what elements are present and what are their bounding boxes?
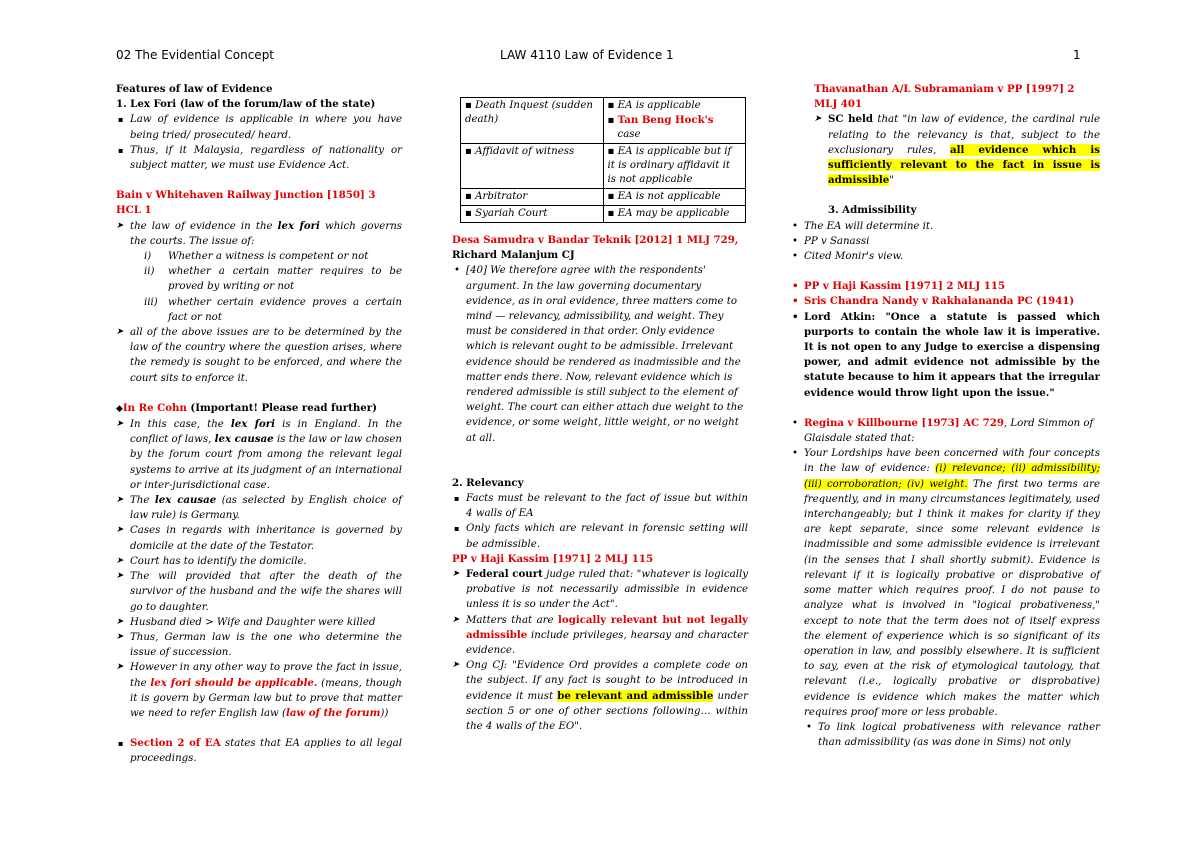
killbourne-list	[790, 416, 1100, 750]
list-item: ➤ Matters that are logically relevant but not legally admissible include privileges, hearsay and character evidence.	[452, 613, 748, 659]
table-cell: ▪ Affidavit of witness	[461, 144, 604, 189]
case-title-cohn: ◆In Re Cohn (Important! Please read further)	[116, 401, 377, 414]
list-item: ➤ the law of evidence in the lex fori which governs the courts. The issue of: i) Whether a witness is competent or not ii) whether a certain matter requires to be proved by writing or not iii) whether certain evidence proves a certain fact or not	[116, 219, 402, 325]
section-heading-admissibility: 3. Admissibility	[828, 204, 917, 217]
list-item: • The EA will determine it.	[790, 219, 1100, 234]
header-left: 02 The Evidential Concept	[116, 48, 275, 62]
column-3	[790, 82, 1100, 750]
table-cell: ▪ EA is not applicable	[603, 189, 746, 206]
list-item: ➤ The lex causae (as selected by English choice of law rule) is Germany.	[116, 493, 402, 523]
list-item: • Cited Monir's view.	[790, 249, 1100, 264]
page-number: 1	[1073, 48, 1081, 62]
list-item: • Regina v Killbourne [1973] AC 729, Lord Simmon of Glaisdale stated that:	[790, 416, 1100, 446]
cohn-points	[116, 417, 402, 721]
applicability-table	[460, 97, 746, 223]
list-item: i) Whether a witness is competent or not	[144, 251, 369, 263]
list-item: ➤ Cases in regards with inheritance is governed by domicile at the date of the Testator.	[116, 523, 402, 553]
case-title-bain: Bain v Whitehaven Railway Junction [1850] 3 HCL 1	[116, 189, 376, 217]
case-title-kassim: PP v Haji Kassim [1971] 2 MLJ 115	[452, 552, 654, 565]
kassim-points	[452, 567, 748, 734]
admissibility-list	[790, 219, 1100, 265]
table-row	[461, 189, 746, 206]
list-item: ▪ Thus, if it Malaysia, regardless of nationality or subject matter, we must use Evidence Act.	[116, 143, 402, 173]
list-item: ➤ Court has to identify the domicile.	[116, 554, 402, 569]
section2-list	[116, 736, 402, 766]
list-item: • PP v Sanassi	[790, 234, 1100, 249]
table-cell: ▪ EA may be applicable	[603, 206, 746, 223]
table-row	[461, 206, 746, 223]
list-item: ➤ Husband died > Wife and Daughter were killed	[116, 615, 402, 630]
list-item: ➤ Federal court judge ruled that: "whatever is logically probative is not necessarily admissible in evidence unless it is so under the Act".	[452, 567, 748, 613]
list-item: ▪ Only facts which are relevant in forensic setting will be admissible.	[452, 521, 748, 551]
header-center: LAW 4110 Law of Evidence 1	[500, 48, 674, 62]
column-2	[452, 97, 748, 734]
section-heading-relevancy: 2. Relevancy	[452, 476, 524, 489]
list-item: ▪ Law of evidence is applicable in where you have being tried/ prosecuted/ heard.	[116, 112, 402, 142]
list-item: ➤ Thus, German law is the one who determine the issue of succession.	[116, 630, 402, 660]
list-item: • Lord Atkin: "Once a statute is passed which purports to contain the whole law it is imperative. It is not open to any Judge to exercise a dispensing power, and admit evidence not admissible by the statute because to him it appears that the irregular evidence would throw light upon the issue."	[790, 310, 1100, 401]
column-1	[116, 82, 402, 767]
list-item: ➤ SC held that "in law of evidence, the cardinal rule relating to the relevancy is that, subject to the exclusionary rules, all evidence which is sufficiently relevant to the fact in issue is admissible"	[814, 112, 1100, 188]
bain-points	[116, 219, 402, 386]
list-item: • PP v Haji Kassim [1971] 2 MLJ 115	[790, 279, 1100, 294]
list-item: ➤ However in any other way to prove the fact in issue, the lex fori should be applicable. (means, though it is govern by German law but to prove that matter we need to refer English law (law of the forum))	[116, 660, 402, 721]
table-cell: ▪ EA is applicable but if it is ordinary affidavit it is not applicable	[603, 144, 746, 189]
list-item: • Your Lordships have been concerned with four concepts in the law of evidence: (i) relevance; (ii) admissibility; (iii) corroboration; (iv) weight. The first two terms are frequently, and in many circumstances legitimately, used interchangeably; but I think it makes for clarity if they are kept separate, since some relevant evidence is inadmissible and some admissible evidence is irrelevant (in the senses that I shall shortly submit). Evidence is relevant if it is logically probative or disprobative of some matter which requires proof. I do not pause to analyze what is involved in "logical probativeness," except to note that the term does not of itself express the element of experience which is so significant of its operation in law, and possibly elsewhere. It is sufficient to say, even at the risk of etymological tautology, that relevant (i.e., logically probative or disprobative) evidence is evidence which makes the matter which requires proof more or less probable. • To link logical probativeness with relevance rather than admissibility (as was done in Sims) not only	[790, 446, 1100, 750]
case-title-thavanathan: Thavanathan A/L Subramaniam v PP [1997] 2 MLJ 401	[814, 83, 1075, 111]
list-item: ➤ In this case, the lex fori is in England. In the conflict of laws, lex causae is the law or law chosen by the forum court from among the relevant legal systems to arrive at its judgment of an international or inter-jurisdictional case.	[116, 417, 402, 493]
table-cell: ▪ Death Inquest (sudden death)	[461, 98, 604, 144]
admissibility-cases	[790, 279, 1100, 401]
list-item: ➤ all of the above issues are to be determined by the law of the country where the question arises, where the remedy is sought to be enforced, and where the court sits to enforce it.	[116, 325, 402, 386]
case-title-desa: Desa Samudra v Bandar Teknik [2012] 1 MLJ 729,	[452, 234, 739, 246]
lex-fori-list	[116, 112, 402, 173]
list-item: ➤ Ong CJ: "Evidence Ord provides a complete code on the subject. If any fact is sought to be introduced in evidence it must be relevant and admissible under section 5 or one of other sections following… within the 4 walls of the EO".	[452, 658, 748, 734]
list-item: ▪ Facts must be relevant to the fact of issue but within 4 walls of EA	[452, 491, 748, 521]
table-cell: ▪ Syariah Court	[461, 206, 604, 223]
table-cell: ▪ Arbitrator	[461, 189, 604, 206]
list-item: iii) whether certain evidence proves a certain fact or not	[144, 296, 402, 323]
section-title: Features of law of Evidence	[116, 83, 273, 95]
table-cell: ▪ EA is applicable ▪ Tan Beng Hock's case	[603, 98, 746, 144]
list-item: ➤ The will provided that after the death of the survivor of the husband and the wife the shares will go to daughter.	[116, 569, 402, 615]
thavanathan-points	[790, 112, 1100, 188]
list-item: • [40] We therefore agree with the respondents' argument. In the law governing documentary evidence, as in oral evidence, three matters come to mind — relevancy, admissibility, and weight. They must be considered in that order. Only evidence which is relevant ought to be admissible. Irrelevant evidence should be rendered as inadmissible and the matter ends there. Now, relevant evidence which is rendered admissible is still subject to the element of weight. The court can either attach due weight to the evidence, or some weight, little weight, or no weight at all.	[452, 263, 748, 445]
list-item: ▪ Section 2 of EA states that EA applies to all legal proceedings.	[116, 736, 402, 766]
list-item: • Sris Chandra Nandy v Rakhalananda PC (1941)	[790, 294, 1100, 309]
judge-name: Richard Malanjum CJ	[452, 249, 575, 262]
relevancy-list	[452, 491, 748, 552]
table-row	[461, 144, 746, 189]
desa-quote	[452, 263, 748, 445]
issue-list	[130, 249, 402, 325]
section-heading-lex-fori: 1. Lex Fori (law of the forum/law of the state)	[116, 98, 376, 111]
sub-list	[804, 720, 1100, 750]
list-item: • To link logical probativeness with relevance rather than admissibility (as was done in Sims) not only	[804, 720, 1100, 750]
table-row	[461, 98, 746, 144]
list-item: ii) whether a certain matter requires to be proved by writing or not	[144, 266, 402, 293]
